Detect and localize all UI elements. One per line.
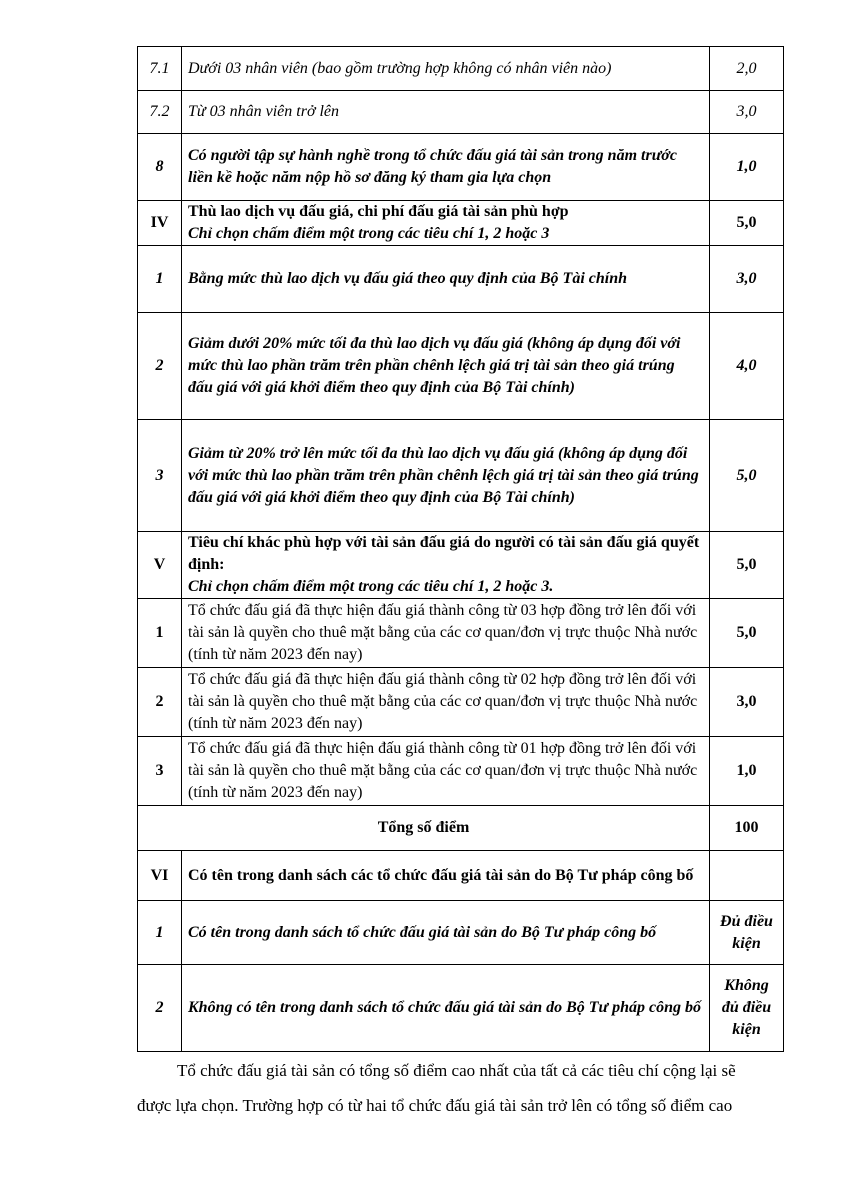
row-number: 2 xyxy=(138,313,182,420)
row-number: 3 xyxy=(138,420,182,532)
score: 1,0 xyxy=(710,737,784,806)
criterion-text: Bằng mức thù lao dịch vụ đấu giá theo quy định của Bộ Tài chính xyxy=(182,246,710,313)
body-paragraph-line-1: Tổ chức đấu giá tài sản có tổng số điểm cao nhất của tất cả các tiêu chí cộng lại sẽ xyxy=(177,1061,736,1080)
table-row xyxy=(138,420,784,532)
score: 2,0 xyxy=(710,47,784,91)
row-number: 1 xyxy=(138,246,182,313)
score: 1,0 xyxy=(710,134,784,201)
table-row xyxy=(138,246,784,313)
table-row xyxy=(138,965,784,1052)
score xyxy=(710,851,784,901)
criterion-text: Tổ chức đấu giá đã thực hiện đấu giá thành công từ 03 hợp đồng trở lên đối với tài sản là quyền cho thuê mặt bằng của các cơ quan/đơn vị trực thuộc Nhà nước (tính từ năm 2023 đến nay) xyxy=(182,599,710,668)
criterion-text: Có người tập sự hành nghề trong tổ chức đấu giá tài sản trong năm trước liền kề hoặc năm nộp hồ sơ đăng ký tham gia lựa chọn xyxy=(182,134,710,201)
criterion-text: Không có tên trong danh sách tổ chức đấu giá tài sản do Bộ Tư pháp công bố xyxy=(182,965,710,1052)
score: 5,0 xyxy=(710,201,784,246)
score: 5,0 xyxy=(710,532,784,599)
table-row xyxy=(138,901,784,965)
score: Đủ điều kiện xyxy=(710,901,784,965)
row-number: 1 xyxy=(138,901,182,965)
table-row xyxy=(138,91,784,134)
score: 5,0 xyxy=(710,420,784,532)
row-number: 1 xyxy=(138,599,182,668)
row-number: 3 xyxy=(138,737,182,806)
criteria-table xyxy=(137,46,784,1052)
row-number: IV xyxy=(138,201,182,246)
table-row xyxy=(138,201,784,246)
criterion-cell xyxy=(182,201,710,246)
table-row xyxy=(138,599,784,668)
score: 5,0 xyxy=(710,599,784,668)
score: 3,0 xyxy=(710,91,784,134)
table-row xyxy=(138,47,784,91)
table-row xyxy=(138,532,784,599)
criterion-text: Từ 03 nhân viên trở lên xyxy=(182,91,710,134)
table-row xyxy=(138,668,784,737)
criterion-note: Chỉ chọn chấm điểm một trong các tiêu chí 1, 2 hoặc 3. xyxy=(188,578,554,595)
row-number: 8 xyxy=(138,134,182,201)
row-number: 2 xyxy=(138,668,182,737)
row-number: 7.2 xyxy=(138,91,182,134)
table-row xyxy=(138,737,784,806)
table-row xyxy=(138,313,784,420)
body-paragraph-line-2: được lựa chọn. Trường hợp có từ hai tổ chức đấu giá tài sản trở lên có tổng số điểm cao xyxy=(137,1096,733,1115)
score: 4,0 xyxy=(710,313,784,420)
row-number: 2 xyxy=(138,965,182,1052)
criterion-text: Có tên trong danh sách các tổ chức đấu giá tài sản do Bộ Tư pháp công bố xyxy=(182,851,710,901)
criterion-text: Tiêu chí khác phù hợp với tài sản đấu giá do người có tài sản đấu giá quyết định: xyxy=(188,534,700,573)
score: 3,0 xyxy=(710,246,784,313)
score: Không đủ điều kiện xyxy=(710,965,784,1052)
total-score: 100 xyxy=(710,806,784,851)
table-row xyxy=(138,134,784,201)
table-row xyxy=(138,851,784,901)
total-row xyxy=(138,806,784,851)
row-number: V xyxy=(138,532,182,599)
criterion-note: Chỉ chọn chấm điểm một trong các tiêu chí 1, 2 hoặc 3 xyxy=(188,225,550,242)
criterion-text: Có tên trong danh sách tổ chức đấu giá tài sản do Bộ Tư pháp công bố xyxy=(182,901,710,965)
criterion-text: Giảm từ 20% trở lên mức tối đa thù lao dịch vụ đấu giá (không áp dụng đối với mức thù lao phần trăm trên phần chênh lệch giá trị tài sản theo giá trúng đấu giá với giá khởi điểm theo quy định của Bộ Tài chính) xyxy=(182,420,710,532)
criterion-text: Thù lao dịch vụ đấu giá, chi phí đấu giá tài sản phù hợp xyxy=(188,203,569,220)
criterion-text: Dưới 03 nhân viên (bao gồm trường hợp không có nhân viên nào) xyxy=(182,47,710,91)
row-number: VI xyxy=(138,851,182,901)
row-number: 7.1 xyxy=(138,47,182,91)
criterion-text: Giảm dưới 20% mức tối đa thù lao dịch vụ đấu giá (không áp dụng đối với mức thù lao phần trăm trên phần chênh lệch giá trị tài sản theo giá trúng đấu giá với giá khởi điểm theo quy định của Bộ Tài chính) xyxy=(182,313,710,420)
total-label: Tổng số điểm xyxy=(138,806,710,851)
criterion-cell xyxy=(182,532,710,599)
score: 3,0 xyxy=(710,668,784,737)
criterion-text: Tổ chức đấu giá đã thực hiện đấu giá thành công từ 01 hợp đồng trở lên đối với tài sản là quyền cho thuê mặt bằng của các cơ quan/đơn vị trực thuộc Nhà nước (tính từ năm 2023 đến nay) xyxy=(182,737,710,806)
criterion-text: Tổ chức đấu giá đã thực hiện đấu giá thành công từ 02 hợp đồng trở lên đối với tài sản là quyền cho thuê mặt bằng của các cơ quan/đơn vị trực thuộc Nhà nước (tính từ năm 2023 đến nay) xyxy=(182,668,710,737)
